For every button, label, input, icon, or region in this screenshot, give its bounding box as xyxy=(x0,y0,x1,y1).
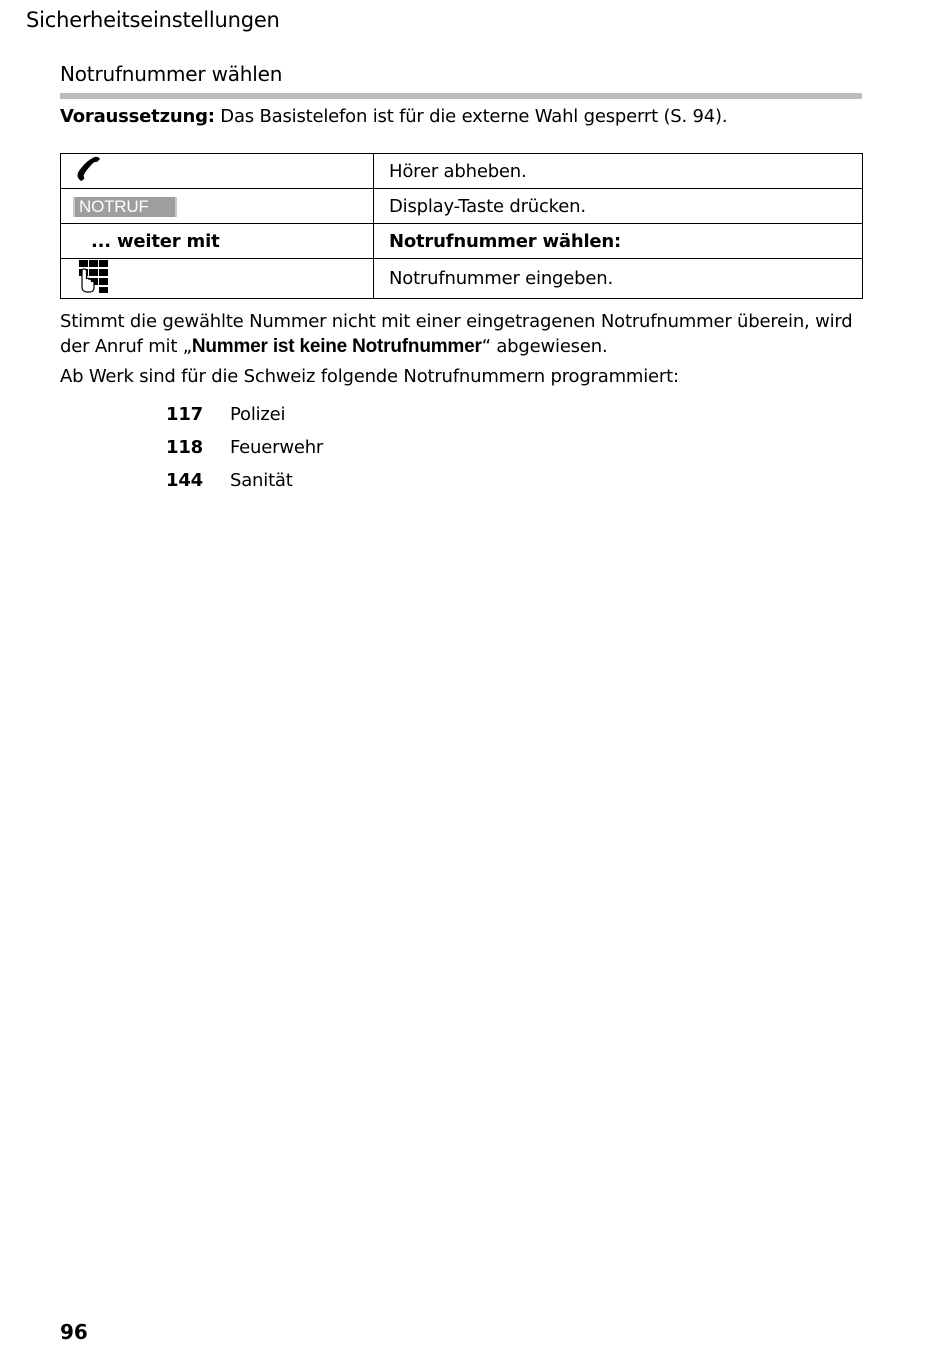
emergency-service: Feuerwehr xyxy=(230,437,324,458)
keypad-icon xyxy=(73,259,113,298)
table-row xyxy=(61,259,863,299)
factory-numbers-intro: Ab Werk sind für die Schweiz folgende Notrufnummern programmiert: xyxy=(60,366,679,387)
title-rule xyxy=(60,93,862,99)
emergency-number: 118 xyxy=(166,437,203,458)
step-text: Display-Taste drücken. xyxy=(374,189,863,224)
step-label-cell xyxy=(61,224,374,259)
weiter-mit-label: ... weiter mit xyxy=(91,230,220,252)
table-row xyxy=(61,189,863,224)
step-softkey-cell xyxy=(61,189,374,224)
emergency-number-list xyxy=(166,398,323,497)
display-message: Nummer ist keine Notrufnummer xyxy=(191,336,482,357)
para-text: “ abgewiesen. xyxy=(481,336,608,357)
table-row xyxy=(61,154,863,189)
emergency-number: 117 xyxy=(166,404,203,425)
para-text: Stimmt die gewählte Nummer nicht mit einer eingetragenen Notrufnummer überein, wird der Anruf mit „ xyxy=(60,311,853,357)
prerequisite-label: Voraussetzung: xyxy=(60,106,215,127)
emergency-number: 144 xyxy=(166,470,203,491)
prerequisite-text: Das Basistelefon ist für die externe Wahl gesperrt (S. 94). xyxy=(214,106,728,127)
steps-table xyxy=(60,153,863,299)
step-icon-cell xyxy=(61,259,374,299)
emergency-service: Polizei xyxy=(230,404,286,425)
notruf-softkey: NOTRUF xyxy=(73,197,177,217)
page-number: 96 xyxy=(60,1320,88,1344)
list-item xyxy=(166,398,323,431)
table-row xyxy=(61,224,863,259)
step-text: Notrufnummer wählen: xyxy=(374,224,863,259)
step-text: Notrufnummer eingeben. xyxy=(374,259,863,299)
list-item xyxy=(166,464,323,497)
step-text: Hörer abheben. xyxy=(374,154,863,189)
running-header: Sicherheitseinstellungen xyxy=(26,8,280,32)
section-title: Notrufnummer wählen xyxy=(60,62,283,86)
step-icon-cell xyxy=(61,154,374,189)
prerequisite-line xyxy=(60,106,727,127)
handset-icon xyxy=(73,155,103,188)
emergency-service: Sanität xyxy=(230,470,293,491)
rejection-paragraph xyxy=(60,309,860,359)
list-item xyxy=(166,431,323,464)
